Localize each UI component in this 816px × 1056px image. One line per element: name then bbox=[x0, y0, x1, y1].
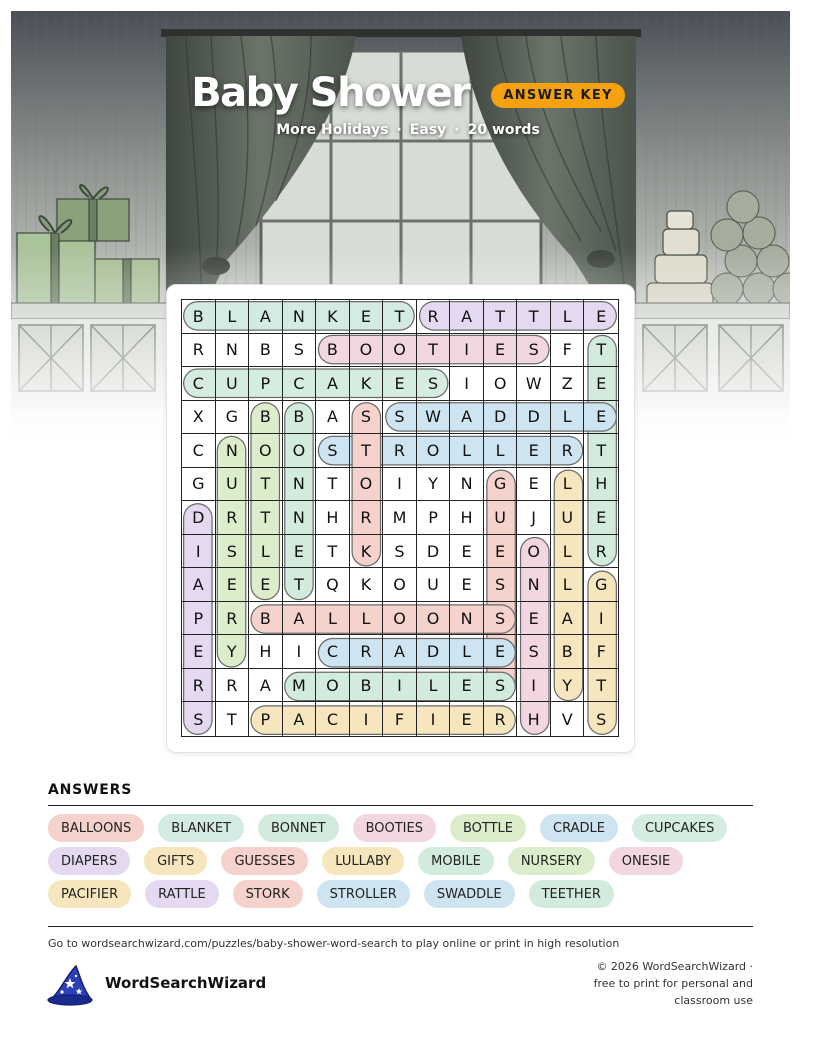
grid-cell[interactable]: R bbox=[551, 434, 585, 468]
grid-cell[interactable]: A bbox=[249, 669, 283, 703]
grid-cell[interactable]: A bbox=[283, 602, 317, 636]
divider bbox=[48, 805, 753, 806]
category-label: More Holidays bbox=[276, 122, 389, 138]
grid-cell[interactable]: A bbox=[249, 300, 283, 334]
wizard-hat-icon bbox=[46, 962, 94, 1006]
grid-cell[interactable]: C bbox=[283, 367, 317, 401]
grid-cell[interactable]: X bbox=[182, 401, 216, 435]
grid-cell[interactable]: N bbox=[450, 468, 484, 502]
grid-cell[interactable]: O bbox=[350, 334, 384, 368]
grid-cell[interactable]: I bbox=[417, 702, 451, 736]
grid-cell[interactable]: S bbox=[484, 669, 518, 703]
grid-cell[interactable]: E bbox=[450, 669, 484, 703]
answer-key-badge: ANSWER KEY bbox=[491, 83, 624, 108]
grid-cell[interactable]: R bbox=[216, 669, 250, 703]
grid-cell[interactable]: S bbox=[350, 401, 384, 435]
grid-cell[interactable]: H bbox=[316, 501, 350, 535]
grid-cell[interactable]: L bbox=[249, 535, 283, 569]
grid-cell[interactable]: U bbox=[216, 468, 250, 502]
page-title: Baby Shower bbox=[191, 70, 470, 116]
grid-cell[interactable]: M bbox=[383, 501, 417, 535]
grid-cell[interactable]: E bbox=[584, 300, 618, 334]
grid-cell[interactable]: C bbox=[316, 702, 350, 736]
grid-cell[interactable]: H bbox=[517, 702, 551, 736]
grid-cell[interactable]: O bbox=[316, 669, 350, 703]
grid-cell[interactable]: Y bbox=[216, 635, 250, 669]
grid-cell[interactable]: D bbox=[417, 535, 451, 569]
grid-cell[interactable]: F bbox=[551, 334, 585, 368]
grid-cell[interactable]: L bbox=[316, 602, 350, 636]
grid-cell[interactable]: I bbox=[450, 334, 484, 368]
answer-bonnet: BONNET bbox=[258, 814, 339, 842]
grid-cell[interactable]: G bbox=[182, 468, 216, 502]
grid-cell[interactable]: I bbox=[383, 669, 417, 703]
grid-cell[interactable]: L bbox=[350, 602, 384, 636]
answer-cupcakes: CUPCAKES bbox=[632, 814, 727, 842]
answer-lullaby: LULLABY bbox=[322, 847, 404, 875]
puzzle-meta bbox=[0, 122, 816, 138]
answer-onesie: ONESIE bbox=[609, 847, 683, 875]
grid-cell[interactable]: L bbox=[551, 468, 585, 502]
grid-cell[interactable]: R bbox=[350, 501, 384, 535]
grid-cell[interactable]: N bbox=[216, 334, 250, 368]
answer-blanket: BLANKET bbox=[158, 814, 244, 842]
grid-cell[interactable]: T bbox=[283, 568, 317, 602]
grid-cell[interactable]: E bbox=[484, 535, 518, 569]
grid-cell[interactable]: H bbox=[450, 501, 484, 535]
grid-cell[interactable]: I bbox=[450, 367, 484, 401]
grid-cell[interactable]: T bbox=[584, 334, 618, 368]
grid-cell[interactable]: S bbox=[596, 709, 607, 729]
grid-cell[interactable]: S bbox=[484, 568, 518, 602]
grid-cell[interactable]: E bbox=[182, 635, 216, 669]
grid-cell[interactable]: S bbox=[383, 401, 417, 435]
grid-cell[interactable]: S bbox=[517, 334, 551, 368]
answer-diapers: DIAPERS bbox=[48, 847, 130, 875]
grid-cell[interactable]: O bbox=[517, 535, 551, 569]
copyright-line: free to print for personal and bbox=[593, 977, 753, 990]
grid-cell[interactable]: O bbox=[417, 602, 451, 636]
grid-cell[interactable]: G bbox=[216, 401, 250, 435]
grid-cell[interactable]: B bbox=[551, 635, 585, 669]
grid-cell[interactable]: K bbox=[350, 367, 384, 401]
answer-stroller: STROLLER bbox=[317, 880, 410, 908]
grid-cell[interactable]: S bbox=[417, 367, 451, 401]
grid-cell[interactable]: P bbox=[249, 367, 283, 401]
difficulty-label: Easy bbox=[409, 122, 447, 138]
grid-cell[interactable]: C bbox=[182, 367, 216, 401]
grid-cell[interactable]: T bbox=[350, 434, 384, 468]
grid-cell[interactable]: E bbox=[283, 535, 317, 569]
grid-cell[interactable]: F bbox=[383, 702, 417, 736]
grid-cell[interactable]: N bbox=[283, 468, 317, 502]
grid-cell[interactable]: T bbox=[216, 702, 250, 736]
grid-cell[interactable]: O bbox=[249, 434, 283, 468]
word-search-grid bbox=[181, 299, 619, 737]
grid-cell[interactable]: L bbox=[417, 669, 451, 703]
grid-cell[interactable]: E bbox=[584, 367, 618, 401]
grid-cell[interactable]: N bbox=[283, 501, 317, 535]
grid-cell[interactable]: E bbox=[450, 702, 484, 736]
grid-cell[interactable]: A bbox=[551, 602, 585, 636]
grid-cell[interactable]: A bbox=[283, 702, 317, 736]
grid-cell[interactable]: E bbox=[584, 401, 618, 435]
grid-cell[interactable]: Q bbox=[316, 568, 350, 602]
grid-cell[interactable]: Y bbox=[417, 468, 451, 502]
grid-cell[interactable]: L bbox=[551, 535, 585, 569]
grid-cell[interactable]: O bbox=[383, 568, 417, 602]
grid-cell[interactable]: M bbox=[283, 669, 317, 703]
grid-cell[interactable]: L bbox=[551, 300, 585, 334]
grid-cell[interactable]: L bbox=[450, 434, 484, 468]
grid-cell[interactable]: D bbox=[182, 501, 216, 535]
grid-cell[interactable]: P bbox=[249, 702, 283, 736]
answer-swaddle: SWADDLE bbox=[424, 880, 515, 908]
letter-grid bbox=[181, 299, 619, 737]
grid-cell[interactable]: T bbox=[249, 468, 283, 502]
answer-stork: STORK bbox=[233, 880, 303, 908]
grid-cell[interactable]: H bbox=[584, 468, 618, 502]
grid-cell[interactable]: T bbox=[417, 334, 451, 368]
grid-cell[interactable]: J bbox=[517, 501, 551, 535]
answer-pacifier: PACIFIER bbox=[48, 880, 131, 908]
grid-cell[interactable]: P bbox=[417, 501, 451, 535]
grid-cell[interactable]: A bbox=[383, 635, 417, 669]
grid-cell[interactable]: T bbox=[383, 300, 417, 334]
grid-cell[interactable]: S bbox=[383, 535, 417, 569]
grid-cell[interactable]: O bbox=[383, 602, 417, 636]
grid-cell[interactable]: R bbox=[484, 702, 518, 736]
grid-cell[interactable]: E bbox=[249, 568, 283, 602]
grid-cell[interactable]: N bbox=[517, 568, 551, 602]
grid-cell[interactable]: T bbox=[316, 468, 350, 502]
answers-heading: ANSWERS bbox=[48, 782, 133, 798]
grid-cell[interactable]: A bbox=[450, 300, 484, 334]
answer-nursery: NURSERY bbox=[508, 847, 595, 875]
grid-cell[interactable]: T bbox=[584, 434, 618, 468]
grid-cell[interactable]: T bbox=[316, 535, 350, 569]
copyright-line: classroom use bbox=[674, 994, 753, 1007]
grid-cell[interactable]: I bbox=[517, 669, 551, 703]
meta-separator: · bbox=[454, 122, 460, 138]
grid-cell[interactable]: U bbox=[417, 568, 451, 602]
grid-cell[interactable]: A bbox=[450, 401, 484, 435]
grid-cell[interactable]: A bbox=[316, 401, 350, 435]
grid-cell[interactable]: I bbox=[283, 635, 317, 669]
answer-booties: BOOTIES bbox=[353, 814, 436, 842]
grid-cell[interactable]: W bbox=[517, 367, 551, 401]
grid-cell[interactable]: E bbox=[216, 568, 250, 602]
grid-cell[interactable]: D bbox=[417, 635, 451, 669]
answer-rattle: RATTLE bbox=[145, 880, 219, 908]
grid-cell[interactable]: E bbox=[450, 568, 484, 602]
grid-cell[interactable]: U bbox=[551, 501, 585, 535]
grid-cell[interactable]: E bbox=[383, 367, 417, 401]
grid-cell[interactable]: S bbox=[216, 535, 250, 569]
grid-cell[interactable]: S bbox=[283, 334, 317, 368]
grid-cell[interactable]: R bbox=[350, 635, 384, 669]
grid-cell[interactable]: I bbox=[584, 602, 618, 636]
grid-cell[interactable]: R bbox=[182, 669, 216, 703]
grid-cell[interactable]: R bbox=[182, 334, 216, 368]
grid-cell[interactable]: I bbox=[383, 468, 417, 502]
grid-cell[interactable]: L bbox=[551, 568, 585, 602]
grid-cell[interactable]: B bbox=[182, 300, 216, 334]
answer-cradle: CRADLE bbox=[540, 814, 618, 842]
grid-cell[interactable]: T bbox=[249, 501, 283, 535]
word-count-label: 20 words bbox=[467, 122, 540, 138]
grid-cell[interactable]: B bbox=[249, 334, 283, 368]
grid-cell[interactable]: K bbox=[316, 300, 350, 334]
grid-cell[interactable]: I bbox=[350, 702, 384, 736]
grid-cell[interactable]: A bbox=[316, 367, 350, 401]
grid-cell[interactable]: E bbox=[517, 602, 551, 636]
grid-cell[interactable]: D bbox=[517, 401, 551, 435]
brand-name: WordSearchWizard bbox=[105, 974, 267, 992]
grid-cell[interactable]: A bbox=[182, 568, 216, 602]
grid-cell[interactable]: T bbox=[584, 669, 618, 703]
grid-cell[interactable]: O bbox=[283, 434, 317, 468]
grid-cell[interactable]: N bbox=[283, 300, 317, 334]
grid-cell[interactable]: E bbox=[517, 434, 551, 468]
grid-cell[interactable]: N bbox=[450, 602, 484, 636]
grid-cell[interactable]: U bbox=[216, 367, 250, 401]
answer-teether: TEETHER bbox=[529, 880, 614, 908]
grid-cell[interactable]: O bbox=[383, 334, 417, 368]
grid-cell[interactable]: L bbox=[216, 300, 250, 334]
copyright-line: © 2026 WordSearchWizard · bbox=[596, 960, 753, 973]
answer-gifts: GIFTS bbox=[144, 847, 207, 875]
grid-cell[interactable]: E bbox=[584, 501, 618, 535]
grid-cell[interactable]: O bbox=[417, 434, 451, 468]
answer-list bbox=[48, 814, 753, 908]
grid-cell[interactable]: K bbox=[350, 568, 384, 602]
grid-cell[interactable]: D bbox=[484, 401, 518, 435]
grid-cell[interactable]: R bbox=[417, 300, 451, 334]
grid-cell[interactable]: B bbox=[350, 669, 384, 703]
grid-cell[interactable]: V bbox=[551, 702, 585, 736]
grid-cell[interactable]: H bbox=[249, 635, 283, 669]
title-row bbox=[0, 70, 816, 116]
grid-cell[interactable]: B bbox=[249, 401, 283, 435]
copyright-note bbox=[583, 958, 753, 1009]
grid-cell[interactable]: W bbox=[417, 401, 451, 435]
grid-cell[interactable]: E bbox=[517, 468, 551, 502]
divider bbox=[48, 926, 753, 927]
grid-cell[interactable]: E bbox=[484, 334, 518, 368]
grid-cell[interactable]: P bbox=[182, 602, 216, 636]
grid-cell[interactable]: R bbox=[383, 434, 417, 468]
grid-cell[interactable]: K bbox=[350, 535, 384, 569]
grid-cell[interactable]: N bbox=[216, 434, 250, 468]
grid-cell[interactable]: G bbox=[484, 468, 518, 502]
grid-cell[interactable]: L bbox=[551, 401, 585, 435]
grid-cell[interactable]: S bbox=[182, 702, 216, 736]
meta-separator: · bbox=[396, 122, 402, 138]
footer-url-text: Go to wordsearchwizard.com/puzzles/baby-shower-word-search to play online or print in high resolution bbox=[48, 937, 620, 950]
answer-mobile: MOBILE bbox=[418, 847, 494, 875]
grid-cell[interactable]: B bbox=[316, 334, 350, 368]
grid-cell[interactable]: S bbox=[484, 602, 518, 636]
grid-cell[interactable]: O bbox=[484, 367, 518, 401]
grid-cell[interactable]: R bbox=[216, 602, 250, 636]
grid-cell[interactable]: L bbox=[484, 434, 518, 468]
answer-balloons: BALLOONS bbox=[48, 814, 144, 842]
grid-cell[interactable]: S bbox=[316, 434, 350, 468]
answer-guesses: GUESSES bbox=[221, 847, 308, 875]
grid-cell[interactable]: Z bbox=[551, 367, 585, 401]
grid-cell[interactable]: E bbox=[484, 635, 518, 669]
grid-cell[interactable]: T bbox=[484, 300, 518, 334]
grid-cell[interactable]: T bbox=[517, 300, 551, 334]
grid-cell[interactable]: B bbox=[249, 602, 283, 636]
grid-cell[interactable]: G bbox=[584, 568, 618, 602]
grid-cell[interactable]: E bbox=[450, 535, 484, 569]
grid-cell[interactable]: S bbox=[517, 635, 551, 669]
grid-cell[interactable]: F bbox=[584, 635, 618, 669]
grid-cell[interactable]: Y bbox=[551, 669, 585, 703]
answer-bottle: BOTTLE bbox=[450, 814, 526, 842]
grid-cell[interactable]: E bbox=[350, 300, 384, 334]
grid-cell[interactable]: O bbox=[350, 468, 384, 502]
grid-cell[interactable]: I bbox=[182, 535, 216, 569]
grid-cell[interactable]: R bbox=[584, 535, 618, 569]
grid-cell[interactable]: B bbox=[283, 401, 317, 435]
grid-cell[interactable]: C bbox=[182, 434, 216, 468]
grid-cell[interactable]: U bbox=[484, 501, 518, 535]
grid-cell[interactable]: R bbox=[216, 501, 250, 535]
grid-cell[interactable]: L bbox=[450, 635, 484, 669]
grid-cell[interactable]: C bbox=[316, 635, 350, 669]
